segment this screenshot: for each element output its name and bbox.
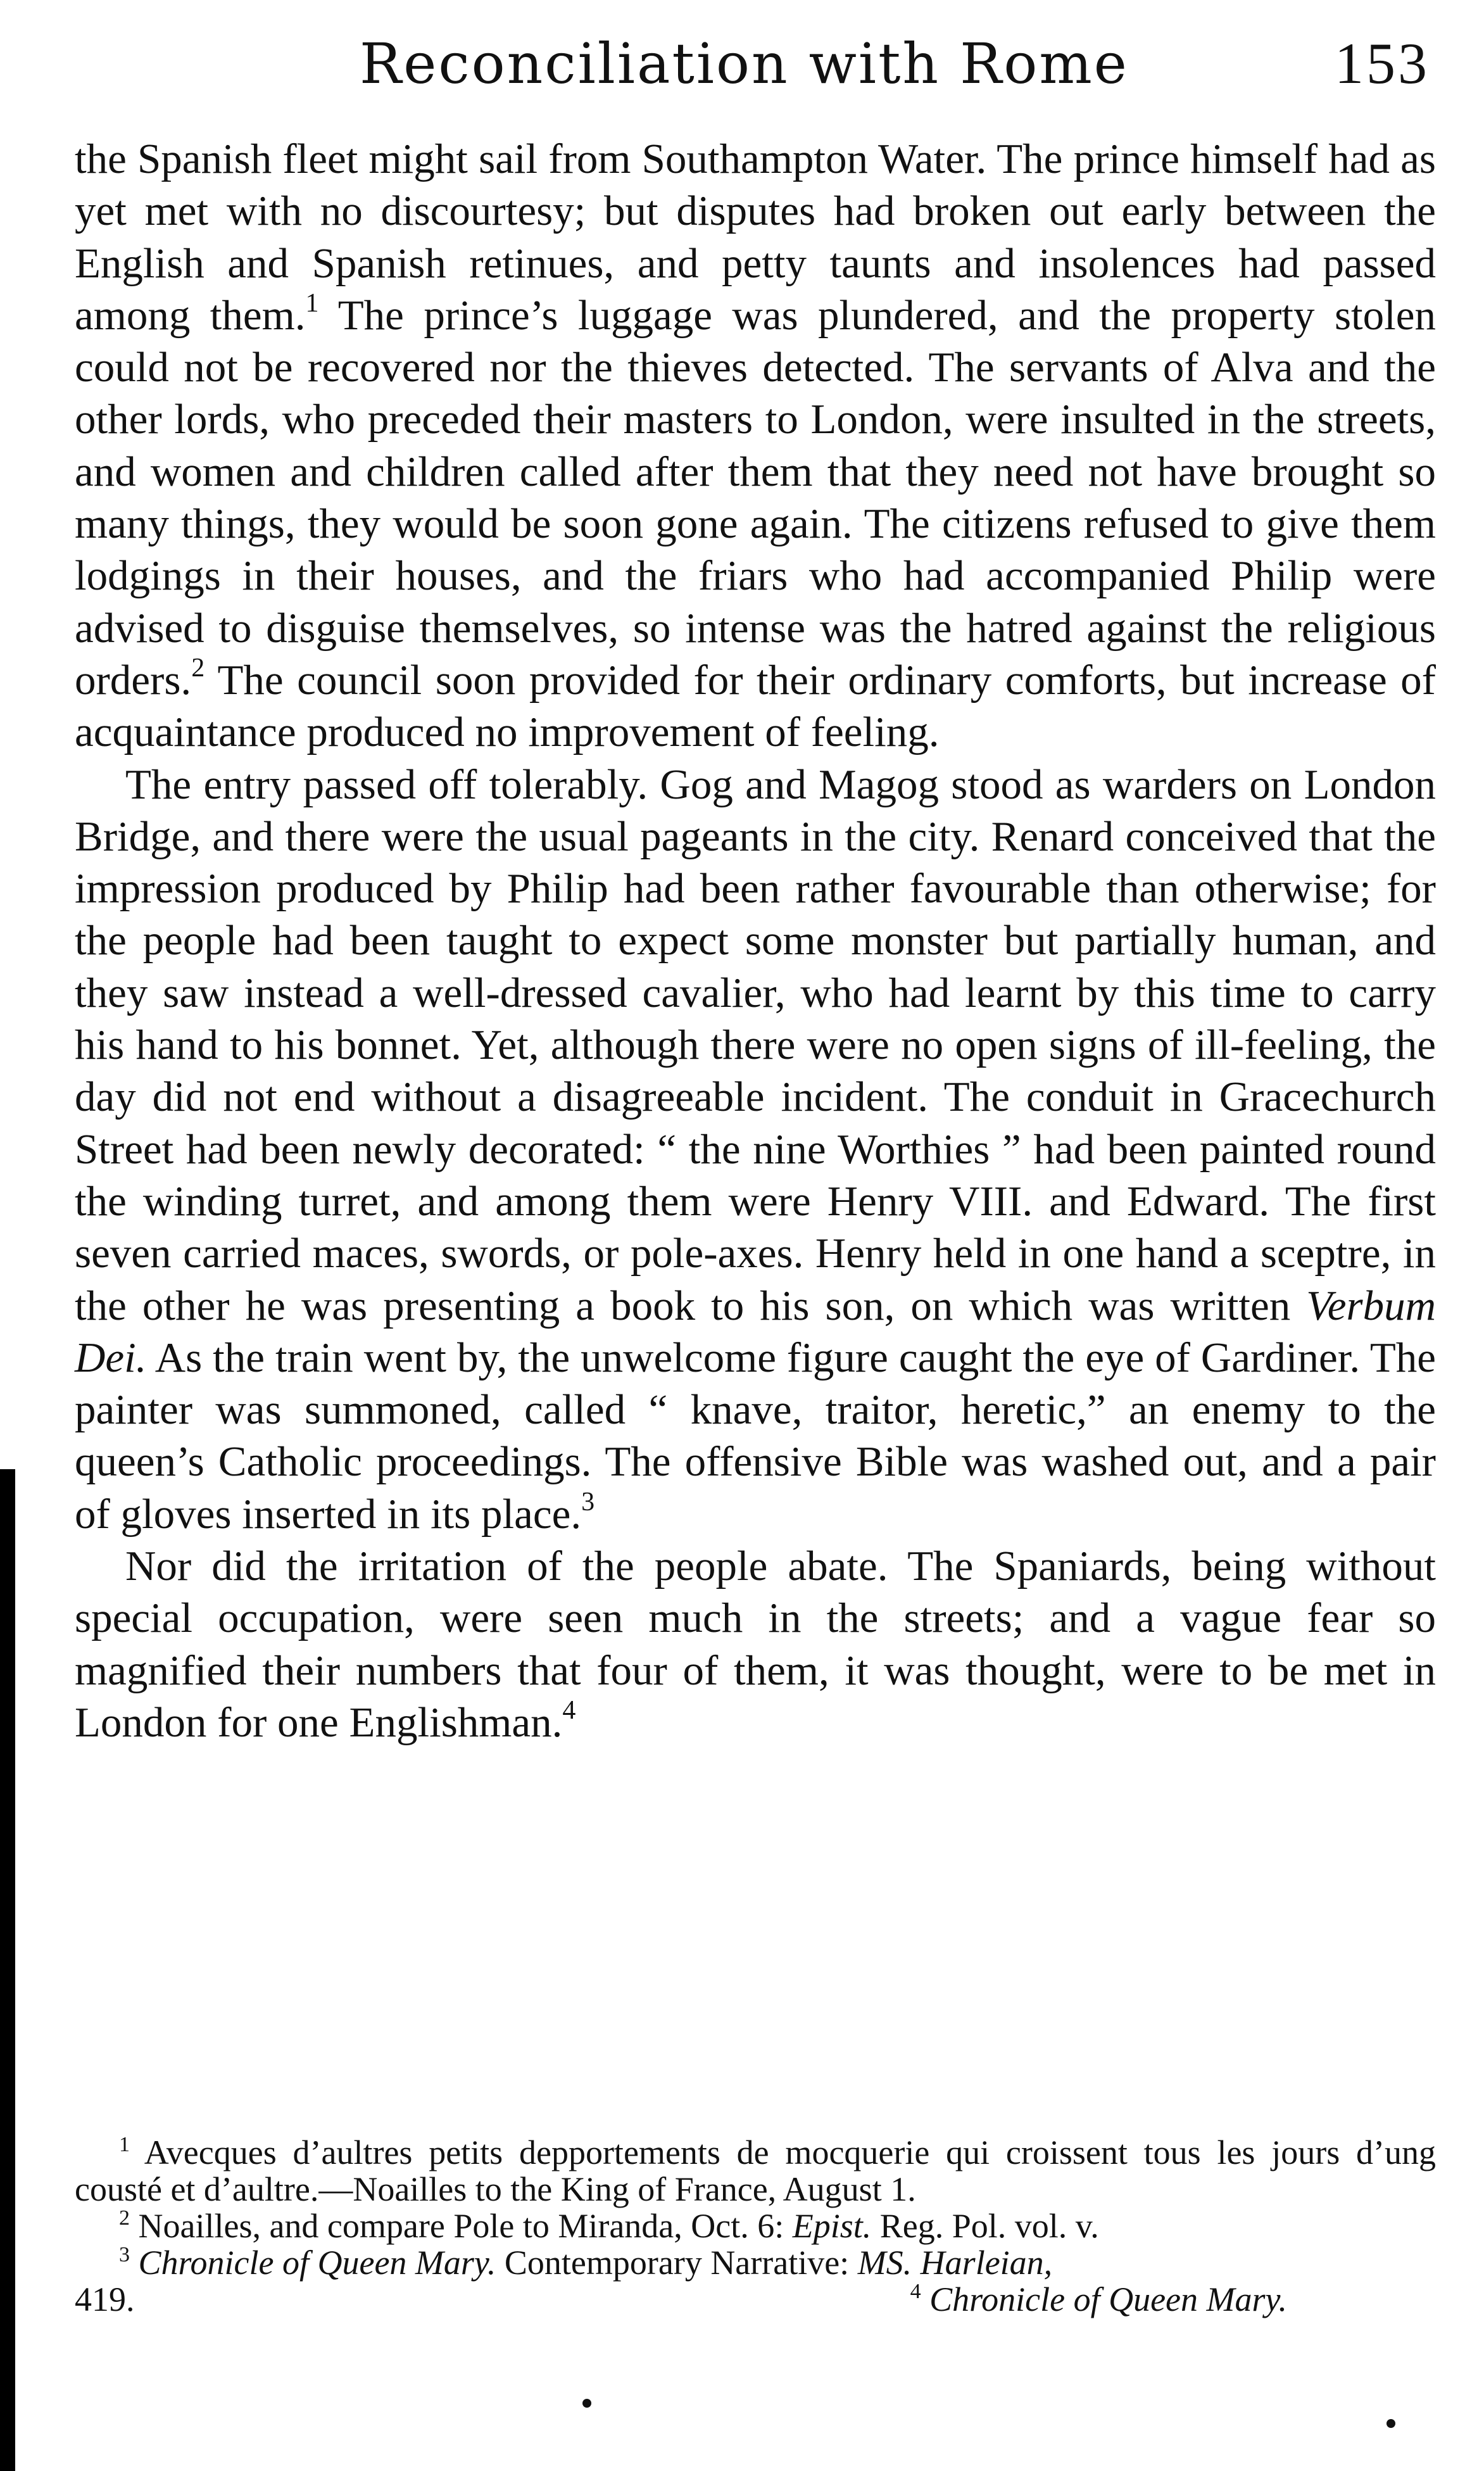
text-run: Nor did the irritation of the people abate. The Spaniards, being without special occupation, were seen much in the streets; and a vague fear so magnified their numbers that four of them, it was thought, were to be met in London for one Englishman. — [75, 1543, 1436, 1746]
text-run: Noailles, and compare Pole to Miranda, Oct. 6: — [130, 2207, 793, 2245]
text-run: The entry passed off tolerably. Gog and Magog stood as warders on London Bridge, and there were the usual pageants in the city. Renard conceived that the impression produced by Philip had been rather favourable than otherwise; for the people had been taught to expect some monster but partially human, and they saw instead a well-dressed cavalier, who had learnt by this time to carry his hand to his bonnet. Yet, although there were no open signs of ill-feeling, the day did not end without a disagreeable incident. The conduit in Gracechurch Street had been newly decorated: “ the nine Worthies ” had been painted round the winding turret, and among them were Henry VIII. and Edward. The first seven carried maces, swords, or pole-axes. Henry held in one hand a sceptre, in the other he was presenting a book to his son, on which was written — [75, 761, 1436, 1329]
text-run — [130, 2244, 139, 2282]
paragraph — [75, 133, 1436, 759]
text-run: The prince’s luggage was plundered, and the property stolen could not be recovered nor the thieves detected. The servants of Alva and the other lords, who preceded their masters to London, were insulted in the streets, and women and children called after them that they need not have brought so many things, they would be soon gone again. The citizens refused to give them lodgings in their houses, and the friars who had accompanied Philip were advised to disguise themselves, so intense was the hatred against the religious orders. — [75, 291, 1437, 704]
footnote-marker: 3 — [581, 1487, 595, 1517]
ink-speck — [1387, 2419, 1395, 2428]
body-text — [75, 133, 1436, 1748]
footnote-list — [75, 2134, 1436, 2281]
text-run: the Spanish fleet might sail from Southampton Water. The prince himself had as yet met with no discourtesy; but disputes had broken out early between the English and Spanish retinues, and petty taunts and insolences had passed among them. — [75, 136, 1436, 339]
text-run: As the train went by, the unwelcome figure caught the eye of Gardiner. The painter was summoned, called “ knave, traitor, heretic,” an enemy to the queen’s Catholic proceedings. The offensive Bible was washed out, and a pair of gloves inserted in its place. — [75, 1334, 1436, 1538]
footnote-marker: 2 — [119, 2206, 130, 2230]
paragraph — [75, 1540, 1436, 1748]
italic-text: Epist. — [792, 2207, 872, 2245]
text-run: Contemporary Narrative: — [496, 2244, 858, 2282]
italic-text: MS. Harleian, — [857, 2244, 1053, 2282]
footnote-marker: 4 — [562, 1695, 576, 1725]
footnote-1 — [75, 2134, 1436, 2208]
footnote-marker: 3 — [119, 2243, 130, 2266]
footnote-marker: 4 — [910, 2280, 921, 2303]
footnote-marker: 2 — [191, 653, 205, 683]
footnote-3-page-ref: 419. — [75, 2280, 135, 2318]
chapter-title: Reconciliation with Rome — [360, 30, 1129, 96]
scan-margin-bar — [0, 1469, 15, 2471]
ink-speck — [582, 2399, 591, 2408]
text-run: Avecques d’aultres petits depportements de mocquerie qui croissent tous les jours d’ung cousté et d’aultre.—Noailles to the King of France, August 1. — [75, 2133, 1436, 2208]
footnote-marker: 1 — [119, 2133, 130, 2156]
footnotes — [75, 2134, 1436, 2318]
running-header — [75, 25, 1430, 101]
footnote-3 — [75, 2244, 1436, 2281]
text-run: Reg. Pol. vol. v. — [871, 2207, 1099, 2245]
footnote-2 — [75, 2208, 1436, 2244]
footnote-4-title: Chronicle of Queen Mary. — [929, 2280, 1287, 2318]
text-run: The council soon provided for their ordinary comforts, but increase of acquaintance produced no improvement of feeling. — [75, 656, 1436, 756]
italic-text: Verbum Dei. — [75, 1282, 1436, 1381]
footnote-4 — [910, 2281, 1287, 2318]
footnote-continuation-row — [75, 2281, 1436, 2318]
italic-text: Chronicle of Queen Mary. — [138, 2244, 496, 2282]
footnote-marker: 1 — [305, 288, 319, 318]
page-number: 153 — [1335, 31, 1430, 96]
paragraph — [75, 759, 1436, 1540]
